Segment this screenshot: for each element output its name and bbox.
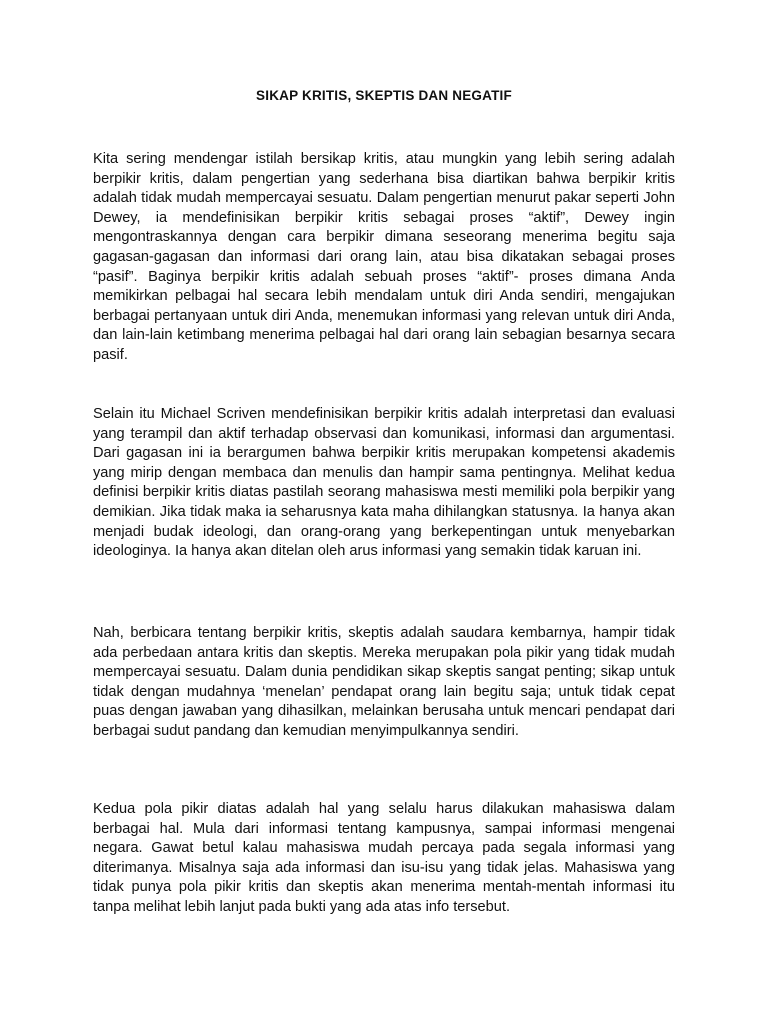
paragraph-2: Selain itu Michael Scriven mendefinisikan berpikir kritis adalah interpretasi dan evaluasi yang terampil dan aktif terhadap observasi dan komunikasi, informasi dan argumentasi. Dari gagasan ini ia berargumen bahwa berpikir kritis merupakan kompetensi akademis yang mirip dengan membaca dan menulis dan hampir sama pentingnya. Melihat kedua definisi berpikir kritis diatas pastilah seorang mahasiswa mesti memiliki pola berpikir yang demikian. Jika tidak maka ia seharusnya kata maha dihilangkan statusnya. Ia hanya akan menjadi budak ideologi, dan orang-orang yang berkepentingan untuk menyebarkan ideologinya. Ia hanya akan ditelan oleh arus informasi yang semakin tidak karuan ini. — [93, 406, 675, 560]
paragraph-4: Kedua pola pikir diatas adalah hal yang selalu harus dilakukan mahasiswa dalam berbagai hal. Mula dari informasi tentang kampusnya, sampai informasi mengenai negara. Gawat betul kalau mahasiswa mudah percaya pada segala informasi yang diterimanya. Misalnya saja ada informasi dan isu-isu yang tidak jelas. Mahasiswa yang tidak punya pola pikir kritis dan skeptis akan menerima mentah-mentah informasi itu tanpa melihat lebih lanjut pada bukti yang ada atas info tersebut. — [93, 801, 675, 915]
paragraph-3: Nah, berbicara tentang berpikir kritis, skeptis adalah saudara kembarnya, hampir tidak ada perbedaan antara kritis dan skeptis. Mereka merupakan pola pikir yang tidak mudah mempercayai sesuatu. Dalam dunia pendidikan sikap skeptis sangat penting; sikap untuk tidak dengan mudahnya ‘menelan’ pendapat orang lain begitu saja; untuk tidak cepat puas dengan jawaban yang dihasilkan, melainkan berusaha untuk mencari pendapat dari berbagai sudut pandang dan kemudian menyimpulkannya sendiri. — [93, 625, 675, 739]
document-title: SIKAP KRITIS, SKEPTIS DAN NEGATIF — [256, 88, 512, 103]
paragraph-1: Kita sering mendengar istilah bersikap kritis, atau mungkin yang lebih sering adalah berpikir kritis, dalam pengertian yang sederhana bisa diartikan bahwa berpikir kritis adalah tidak mudah mempercayai sesuatu. Dalam pengertian menurut pakar seperti John Dewey, ia mendefinisikan berpikir kritis sebagai proses “aktif”, Dewey ingin mengontraskannya dengan cara berpikir dimana seseorang menerima begitu saja gagasan-gagasan dan informasi dari orang lain, atau bisa dikatakan sebagai proses “pasif”. Baginya berpikir kritis adalah sebuah proses “aktif”- proses dimana Anda memikirkan pelbagai hal secara lebih mendalam untuk diri Anda sendiri, mengajukan berbagai pertanyaan untuk diri Anda, menemukan informasi yang relevan untuk diri Anda, dan lain-lain ketimbang menerima pelbagai hal dari orang lain sebagian besarnya secara pasif. — [93, 151, 675, 363]
